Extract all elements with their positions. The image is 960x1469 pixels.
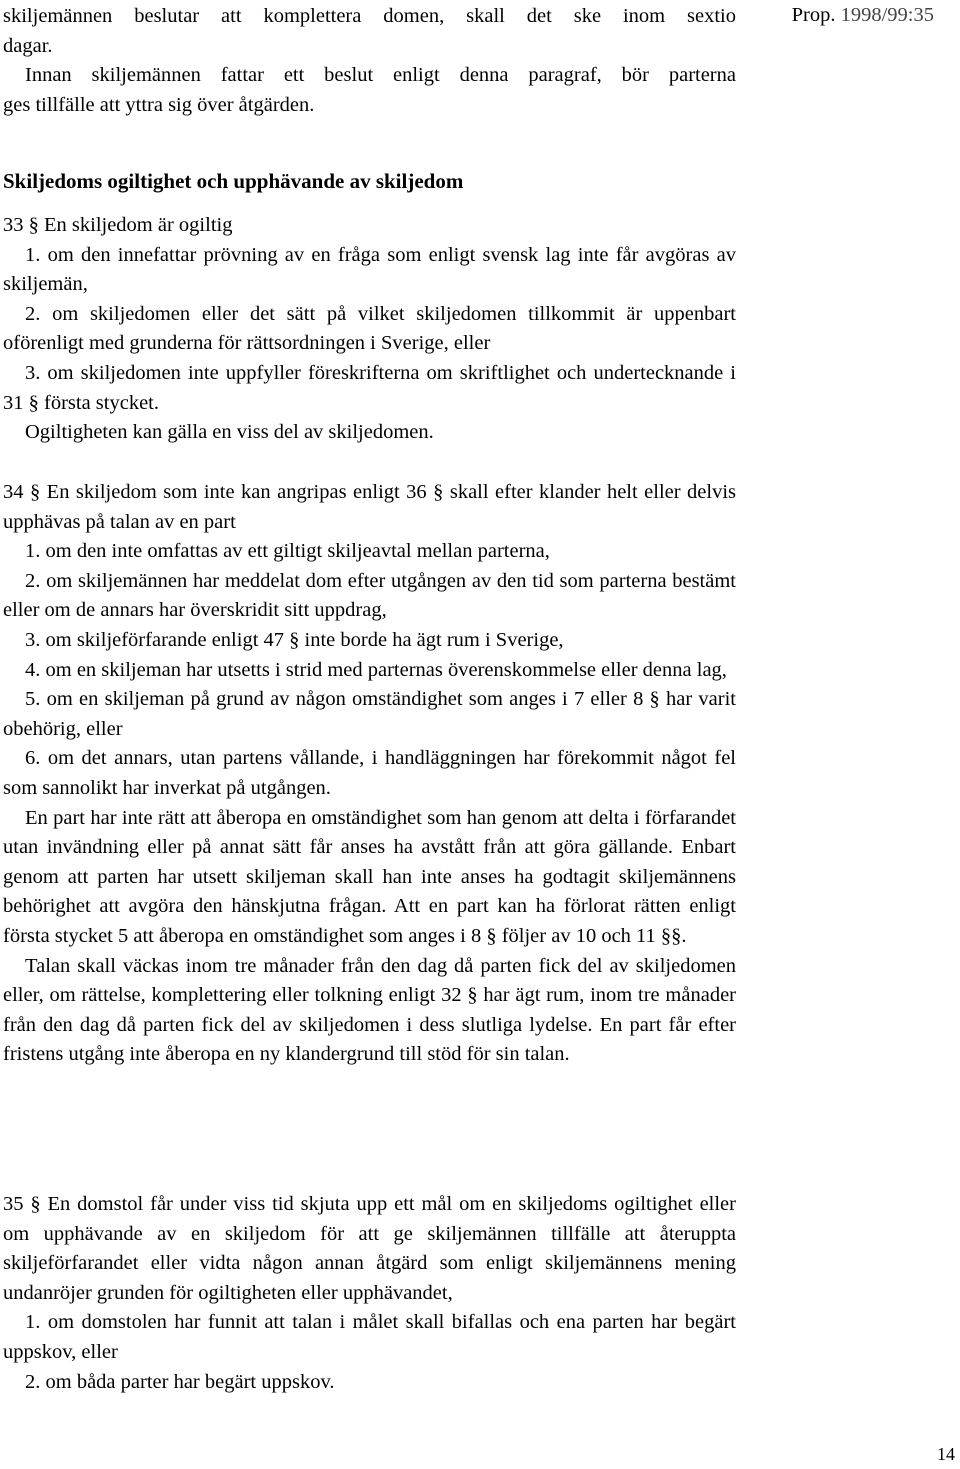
section-35 [3,1190,736,1397]
s35-item-2: 2. om båda parter har begärt uppskov. [25,1370,335,1393]
s34-item-4: 4. om en skiljeman har utsetts i strid med parternas överenskommelse eller denna lag, [25,658,727,681]
s33-end: Ogiltigheten kan gälla en viss del av skiljedomen. [25,421,434,444]
s34-paragraph-3: Talan skall väckas inom tre månader från den dag då parten fick del av skiljedomen eller, om rättelse, komplettering eller tolkning enligt 32 § har ägt rum, inom tre månader från den dag då parten fick del av skiljedomen i dess slutliga lydelse. En part får efter fristens utgång inte åberopa en ny klandergrund till stöd för sin talan. [3,954,736,1066]
s35-title: 35 § En domstol får under viss tid skjuta upp ett mål om en skiljedoms ogiltighet eller om upphävande av en skiljedom för att ge skiljemännen tillfälle att återuppta skiljeförfarandet eller vidta någon annan åtgärd som enligt skiljemännens mening undanröjer grunden för ogiltigheten eller upphävandet, [3,1193,736,1304]
s34-item-3: 3. om skiljeförfarande enligt 47 § inte borde ha ägt rum i Sverige, [25,628,564,651]
s33-item-1: 1. om den innefattar prövning av en fråga som enligt svensk lag inte får avgöras av skiljemän, [3,243,736,296]
header-prop: Prop. [791,4,836,26]
section-33 [3,211,736,448]
s34-item-2: 2. om skiljemännen har meddelat dom efter utgången av den tid som parterna bestämt eller om de annars har överskridit sitt uppdrag, [3,569,736,622]
s35-item-1: 1. om domstolen har funnit att talan i målet skall bifallas och ena parten har begärt uppskov, eller [3,1311,736,1363]
s34-item-5: 5. om en skiljeman på grund av någon omständighet som anges i 7 eller 8 § har varit obehörig, eller [3,688,736,740]
s33-title: 33 § En skiljedom är ogiltig [3,214,233,236]
s33-item-2: 2. om skiljedomen eller det sätt på vilket skiljedomen tillkommit är uppenbart oförenligt med grunderna för rättsordningen i Sverige, eller [3,302,736,355]
intro-p1-line2: dagar. [3,34,53,57]
header-number: 1998/99:35 [840,4,934,26]
s33-item-3: 3. om skiljedomen inte uppfyller föreskrifterna om skriftlighet och undertecknande i 31 § första stycket. [3,361,736,414]
intro-p2-line1: Innan skiljemännen fattar ett beslut enligt denna paragraf, bör parterna [25,64,736,87]
section-34 [3,478,736,1070]
page-number: 14 [937,1444,955,1464]
s34-item-6: 6. om det annars, utan partens vållande, i handläggningen har förekommit något fel som sannolikt har inverkat på utgången. [3,747,736,799]
page-header [792,2,934,28]
s34-title: 34 § En skiljedom som inte kan angripas enligt 36 § skall efter klander helt eller delvis upphävas på talan av en part [3,481,736,533]
intro-p1-line1: skiljemännen beslutar att komplettera domen, skall det ske inom sextio [3,5,736,27]
section-heading: Skiljedoms ogiltighet och upphävande av skiljedom [3,169,464,193]
intro-p2-line2: ges tillfälle att yttra sig över åtgärden. [3,93,315,116]
s34-item-1: 1. om den inte omfattas av ett giltigt skiljeavtal mellan parterna, [25,540,550,563]
s34-paragraph-2: En part har inte rätt att åberopa en omständighet som han genom att delta i förfarandet utan invändning eller på annat sätt får anses ha avstått från att göra gällande. Enbart genom att parten har utsett skiljeman skall han inte anses ha godtagit skiljemännens behörighet att avgöra den hänskjutna frågan. Att en part kan ha förlorat rätten enligt första stycket 5 att åberopa en omständighet som anges i 8 § följer av 10 och 11 §§. [3,806,736,947]
intro-block [3,2,736,120]
